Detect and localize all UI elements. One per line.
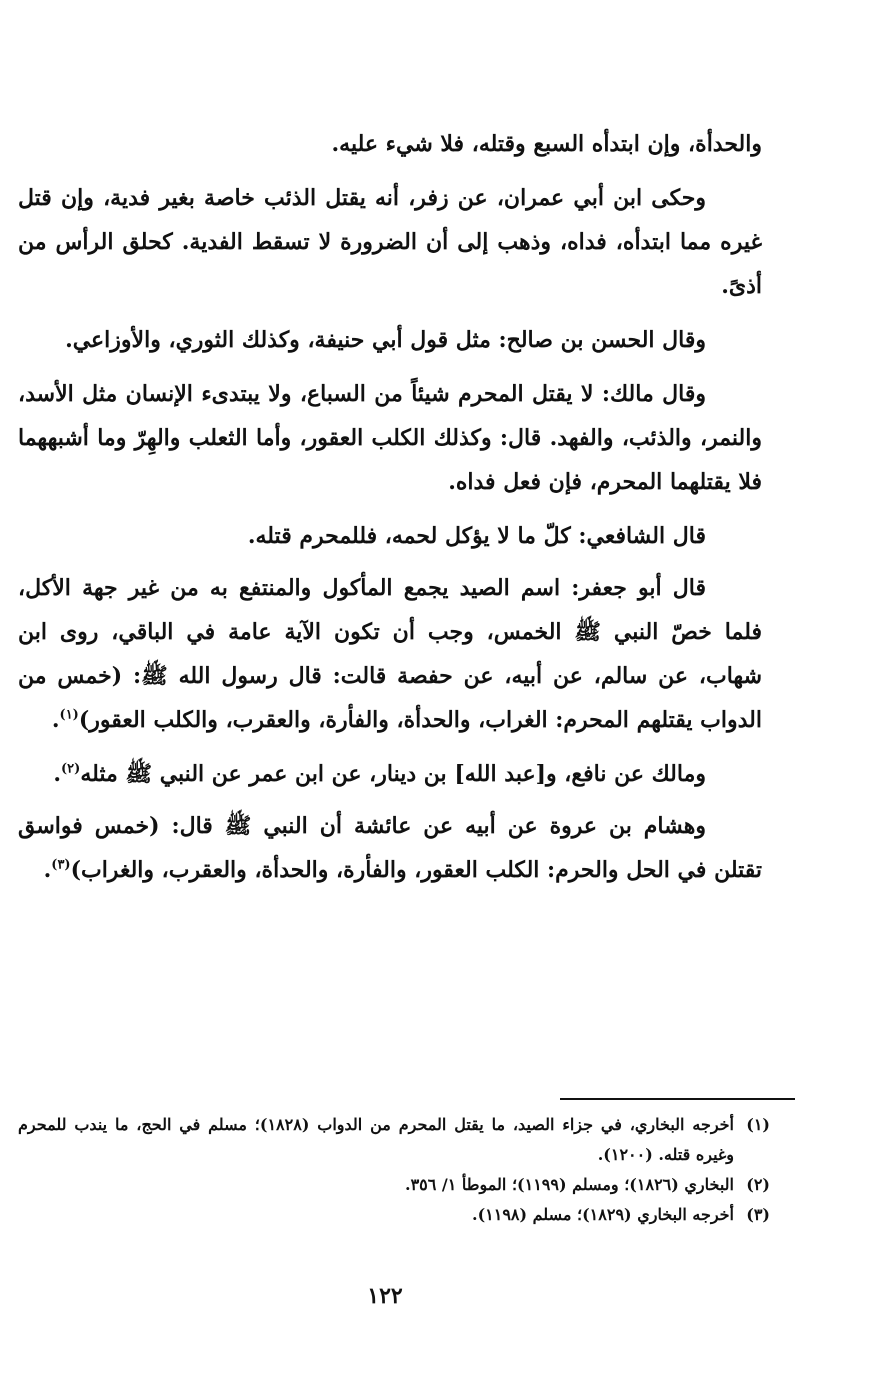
footnote-number: (٢): [746, 1175, 770, 1194]
paragraph-tail: .: [53, 761, 62, 787]
paragraph-5: [18, 514, 762, 558]
paragraph-3: [18, 318, 762, 362]
paragraph-4: [18, 372, 762, 504]
footnote-number: (١): [746, 1115, 770, 1134]
footnote-text: أخرجه البخاري، في جزاء الصيد، ما يقتل المحرم من الدواب (١٨٢٨)؛ مسلم في الحج، ما يندب للمحرم وغيره قتله. (١٢٠٠).: [18, 1115, 734, 1164]
footnote-number: (٣): [746, 1205, 770, 1224]
paragraph-text: وحكى ابن أبي عمران، عن زفر، أنه يقتل الذئب خاصة بغير فدية، وإن قتل غيره مما ابتدأه، فداه، وذهب إلى أن الضرورة لا تسقط الفدية. كحلق الرأس من أذىً.: [18, 185, 762, 299]
paragraph-text: قال الشافعي: كلّ ما لا يؤكل لحمه، فللمحرم قتله.: [247, 523, 706, 549]
paragraph-2: [18, 176, 762, 308]
paragraph-text: قال أبو جعفر: اسم الصيد يجمع المأكول والمنتفع به من غير جهة الأكل، فلما خصّ النبي ﷺ الخمس، وجب أن تكون الآية عامة في الباقي، روى ابن شهاب، عن سالم، عن أبيه، عن حفصة قالت: قال رسول الله ﷺ: (خمس من الدواب يقتلهم المحرم: الغراب، والحدأة، والفأرة، والعقرب، والكلب العقور): [18, 575, 762, 733]
paragraph-text: وقال الحسن بن صالح: مثل قول أبي حنيفة، وكذلك الثوري، والأوزاعي.: [65, 327, 706, 353]
paragraph-text: وقال مالك: لا يقتل المحرم شيئاً من السباع، ولا يبتدىء الإنسان مثل الأسد، والنمر، والذئب، والفهد. قال: وكذلك الكلب العقور، وأما الثعلب والهِرّ وما أشبههما فلا يقتلهما المحرم، فإن فعل فداه.: [18, 381, 762, 495]
paragraph-tail: .: [43, 857, 52, 883]
footnote-separator: [560, 1098, 795, 1100]
footnote-text: البخاري (١٨٢٦)؛ ومسلم (١١٩٩)؛ الموطأ ١/ ٣٥٦.: [404, 1175, 734, 1194]
paragraph-text: والحدأة، وإن ابتدأه السبع وقتله، فلا شيء عليه.: [331, 131, 762, 157]
footnote-ref-1[interactable]: (١): [59, 707, 79, 723]
footnotes: [18, 1110, 770, 1230]
footnote-2: [18, 1170, 770, 1200]
paragraph-7: [18, 752, 762, 796]
footnote-ref-3[interactable]: (٣): [51, 857, 71, 873]
paragraph-1: [18, 122, 762, 166]
paragraph-6: [18, 566, 762, 742]
paragraph-tail: .: [51, 707, 60, 733]
footnote-ref-2[interactable]: (٢): [61, 761, 81, 777]
page-number: ١٢٢: [367, 1283, 403, 1309]
footnote-text: أخرجه البخاري (١٨٢٩)؛ مسلم (١١٩٨).: [472, 1205, 734, 1224]
main-text: [18, 122, 762, 902]
footnote-1: [18, 1110, 770, 1170]
paragraph-8: [18, 804, 762, 892]
paragraph-text: وهشام بن عروة عن أبيه عن عائشة أن النبي ﷺ قال: (خمس فواسق تقتلن في الحل والحرم: الكلب العقور، والفأرة، والحدأة، والعقرب، والغراب): [18, 813, 762, 883]
footnote-3: [18, 1200, 770, 1230]
paragraph-text: ومالك عن نافع، و[عبد الله] بن دينار، عن ابن عمر عن النبي ﷺ مثله: [80, 761, 706, 787]
